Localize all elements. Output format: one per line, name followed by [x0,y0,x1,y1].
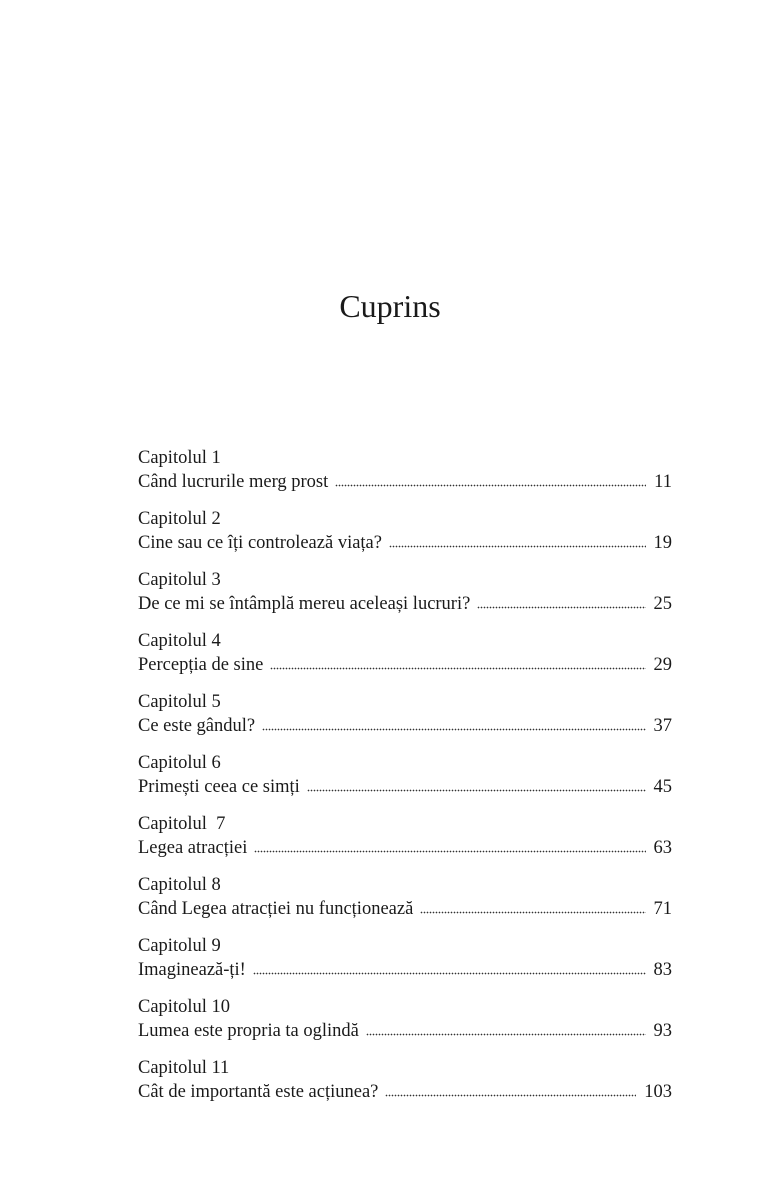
chapter-title: Cine sau ce îți controlează viața? [138,533,382,553]
toc-row [138,1080,672,1104]
chapter-title: Ce este gândul? [138,716,256,736]
dot-leader [366,1032,646,1036]
table-of-contents [138,446,672,1117]
page-number: 103 [644,1082,672,1102]
chapter-label: Capitolul 6 [138,753,221,773]
dot-leader [385,1093,636,1097]
chapter-label: Capitolul 4 [138,631,221,651]
toc-entry [138,812,672,873]
chapter-label: Capitolul 1 [138,448,221,468]
toc-row [138,1019,672,1043]
toc-row [138,897,672,921]
toc-row [138,714,672,738]
chapter-label: Capitolul 2 [138,509,221,529]
page-number: 93 [653,1021,672,1041]
chapter-title: Când lucrurile merg prost [138,472,329,492]
dot-leader [253,971,646,975]
page-number: 25 [653,594,672,614]
toc-entry [138,507,672,568]
dot-leader [254,849,645,853]
toc-entry [138,873,672,934]
chapter-label: Capitolul 11 [138,1058,230,1078]
dot-leader [389,544,646,548]
toc-row [138,958,672,982]
toc-entry [138,751,672,812]
page-number: 83 [653,960,672,980]
toc-entry [138,1056,672,1117]
chapter-title: Lumea este propria ta oglindă [138,1021,359,1041]
toc-row [138,531,672,555]
page-number: 63 [653,838,672,858]
toc-entry [138,934,672,995]
chapter-title: Imaginează-ți! [138,960,246,980]
chapter-title: De ce mi se întâmplă mereu aceleași lucruri? [138,594,471,614]
chapter-label: Capitolul 5 [138,692,221,712]
toc-row [138,653,672,677]
toc-row [138,470,672,494]
page-number: 19 [653,533,672,553]
toc-entry [138,995,672,1056]
toc-entry [138,629,672,690]
dot-leader [335,483,646,487]
chapter-title: Primești ceea ce simți [138,777,300,797]
chapter-title: Legea atracției [138,838,248,858]
page-number: 71 [653,899,672,919]
toc-entry [138,690,672,751]
dot-leader [477,605,645,609]
dot-leader [270,666,645,670]
chapter-label: Capitolul 8 [138,875,221,895]
dot-leader [307,788,646,792]
toc-row [138,775,672,799]
page-number: 29 [653,655,672,675]
dot-leader [420,910,645,914]
page-title: Cuprins [339,288,441,324]
chapter-label: Capitolul 9 [138,936,221,956]
chapter-title: Cât de importantă este acțiunea? [138,1082,379,1102]
chapter-title: Când Legea atracției nu funcționează [138,899,414,919]
toc-row [138,836,672,860]
page-number: 11 [654,472,672,492]
toc-entry [138,568,672,629]
toc-row [138,592,672,616]
chapter-title: Percepția de sine [138,655,264,675]
page-number: 45 [653,777,672,797]
chapter-label: Capitolul 7 [138,814,226,834]
chapter-label: Capitolul 3 [138,570,221,590]
page-number: 37 [653,716,672,736]
chapter-label: Capitolul 10 [138,997,230,1017]
toc-entry [138,446,672,507]
dot-leader [262,727,645,731]
